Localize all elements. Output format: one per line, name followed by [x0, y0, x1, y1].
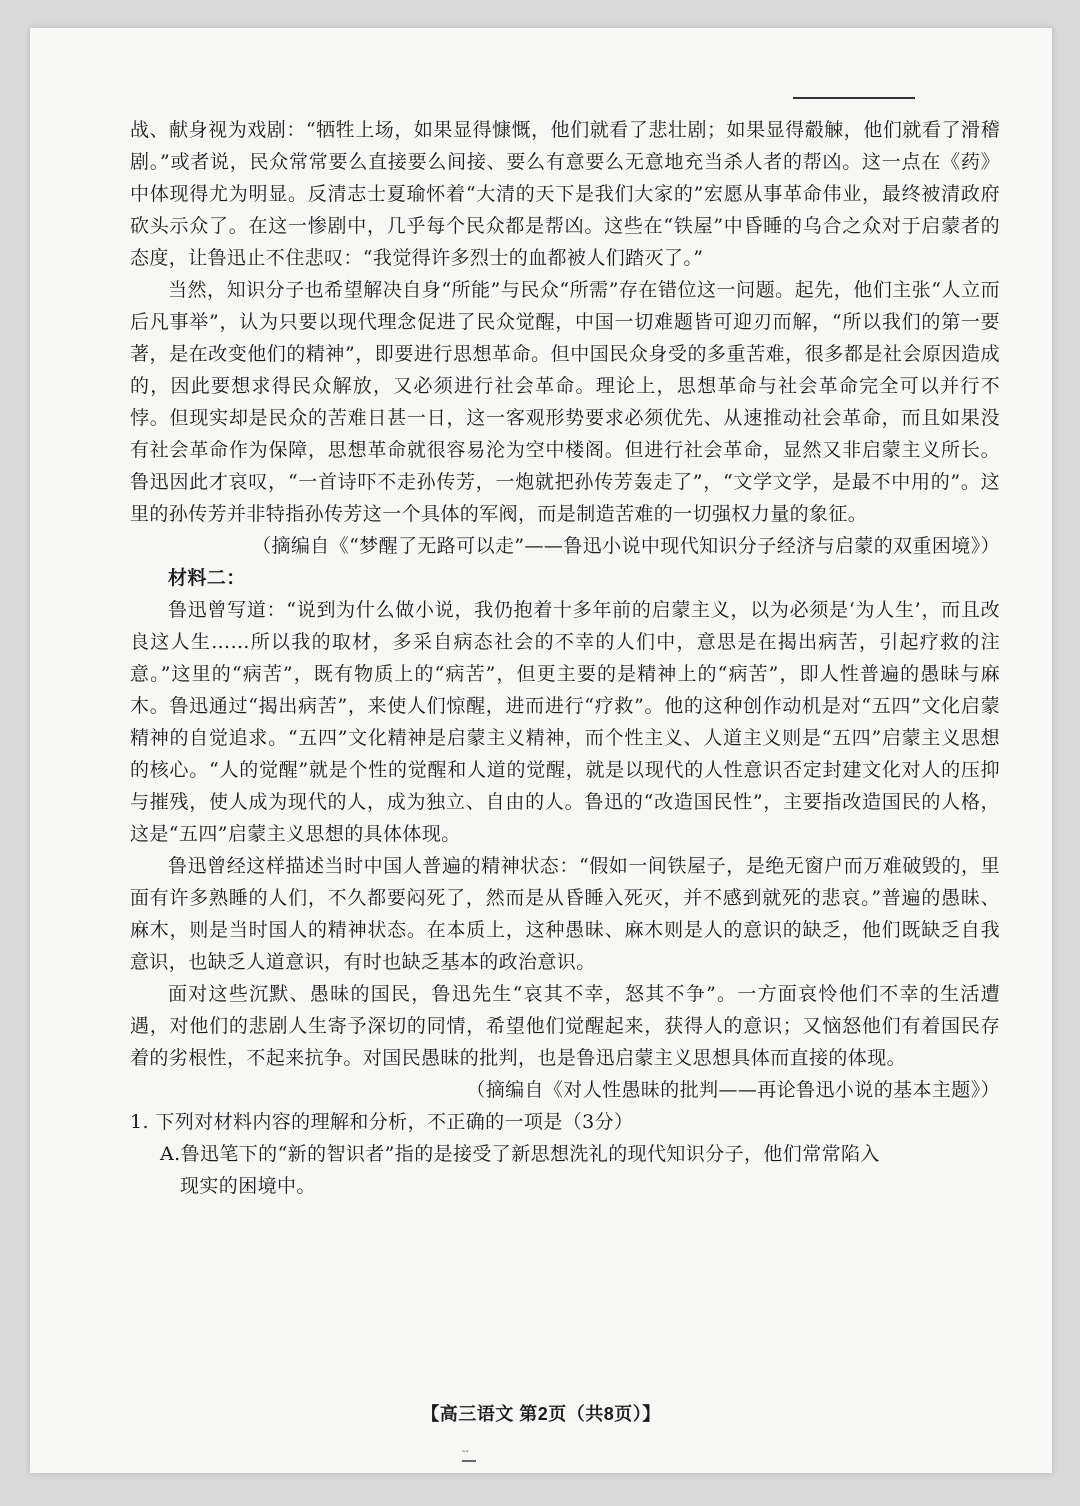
paragraph-enlightenment: 鲁迅曾写道：“说到为什么做小说，我仍抱着十多年前的启蒙主义，以为必须是‘为人生’，而且改良这人生……所以我的取材，多采自病态社会的不幸的人们中，意思是在揭出病苦，引起疗救的注意。”这里的“病苦”，既有物质上的“病苦”，但更主要的是精神上的“病苦”，即人性普遍的愚昧与麻木。鲁迅通过“揭出病苦”，来使人们惊醒，进而进行“疗救”。他的这种创作动机是对“五四”文化启蒙精神的自觉追求。“五四”文化精神是启蒙主义精神，而个性主义、人道主义则是“五四”启蒙主义思想的核心。“人的觉醒”就是个性的觉醒和人道的觉醒，就是以现代的人性意识否定封建文化对人的压抑与摧残，使人成为现代的人，成为独立、自由的人。鲁迅的“改造国民性”，主要指改造国民的人格，这是“五四”启蒙主义思想的具体体现。: [130, 599, 1000, 845]
source-citation-1: （摘编自《“梦醒了无路可以走”——鲁迅小说中现代知识分子经济与启蒙的双重困境》）: [252, 535, 1000, 557]
option-a-label: A.: [160, 1143, 181, 1165]
top-rule: [793, 97, 915, 99]
source-citation-2: （摘编自《对人性愚昧的批判——再论鲁迅小说的基本主题》）: [466, 1079, 1000, 1101]
paragraph-continued: 战、献身视为戏剧：“牺牲上场，如果显得慷慨，他们就看了悲壮剧；如果显得觳觫，他们就看了滑稽剧。”或者说，民众常常要么直接要么间接、要么有意要么无意地充当杀人者的帮凶。这一点在《药》中体现得尤为明显。反清志士夏瑜怀着“大清的天下是我们大家的”宏愿从事革命伟业，最终被清政府砍头示众了。在这一惨剧中，几乎每个民众都是帮凶。这些在“铁屋”中昏睡的乌合之众对于启蒙者的态度，让鲁迅止不住悲叹：“我觉得许多烈士的血都被人们踏灭了。”: [130, 119, 1000, 269]
page-footer: 【高三语文 第2页（共8页）】: [421, 1404, 661, 1424]
option-a-line2: 现实的困境中。: [180, 1175, 316, 1197]
exam-page: [30, 28, 1052, 1473]
paragraph-iron-house: 鲁迅曾经这样描述当时中国人普遍的精神状态：“假如一间铁屋子，是绝无窗户而万难破毁的，里面有许多熟睡的人们，不久都要闷死了，然而是从昏睡入死灭，并不感到就死的悲哀。”普遍的愚昧、麻木，则是当时国人的精神状态。在本质上，这种愚昧、麻木则是人的意识的缺乏，他们既缺乏自我意识，也缺乏人道意识，有时也缺乏基本的政治意识。: [130, 855, 1000, 973]
question-1-stem: 1. 下列对材料内容的理解和分析，不正确的一项是（3分）: [130, 1111, 634, 1133]
question-1-option-a: [130, 1138, 1000, 1202]
option-a-line1: 鲁迅笔下的“新的智识者”指的是接受了新思想洗礼的现代知识分子，他们常常陷入: [180, 1143, 880, 1165]
bottom-mark-text: --: [462, 1446, 469, 1457]
page-content: [130, 114, 1000, 1202]
bottom-mark: [462, 1446, 476, 1462]
material-two-heading: 材料二：: [168, 567, 246, 589]
paragraph-criticism: 面对这些沉默、愚昧的国民，鲁迅先生“哀其不幸，怒其不争”。一方面哀怜他们不幸的生活遭遇，对他们的悲剧人生寄予深切的同情，希望他们觉醒起来，获得人的意识；又恼怒他们有着国民存着的劣根性，不起来抗争。对国民愚昧的批判，也是鲁迅启蒙主义思想具体而直接的体现。: [130, 983, 1000, 1069]
paragraph-intellectual-dilemma: 当然，知识分子也希望解决自身“所能”与民众“所需”存在错位这一问题。起先，他们主张“人立而后凡事举”，认为只要以现代理念促进了民众觉醒，中国一切难题皆可迎刃而解，“所以我们的第一要著，是在改变他们的精神”，即要进行思想革命。但中国民众身受的多重苦难，很多都是社会原因造成的，因此要想求得民众解放，又必须进行社会革命。理论上，思想革命与社会革命完全可以并行不悖。但现实却是民众的苦难日甚一日，这一客观形势要求必须优先、从速推动社会革命，而且如果没有社会革命作为保障，思想革命就很容易沦为空中楼阁。但进行社会革命，显然又非启蒙主义所长。鲁迅因此才哀叹，“一首诗吓不走孙传芳，一炮就把孙传芳轰走了”，“文学文学，是最不中用的”。这里的孙传芳并非特指孙传芳这一个具体的军阀，而是制造苦难的一切强权力量的象征。: [130, 279, 1000, 525]
